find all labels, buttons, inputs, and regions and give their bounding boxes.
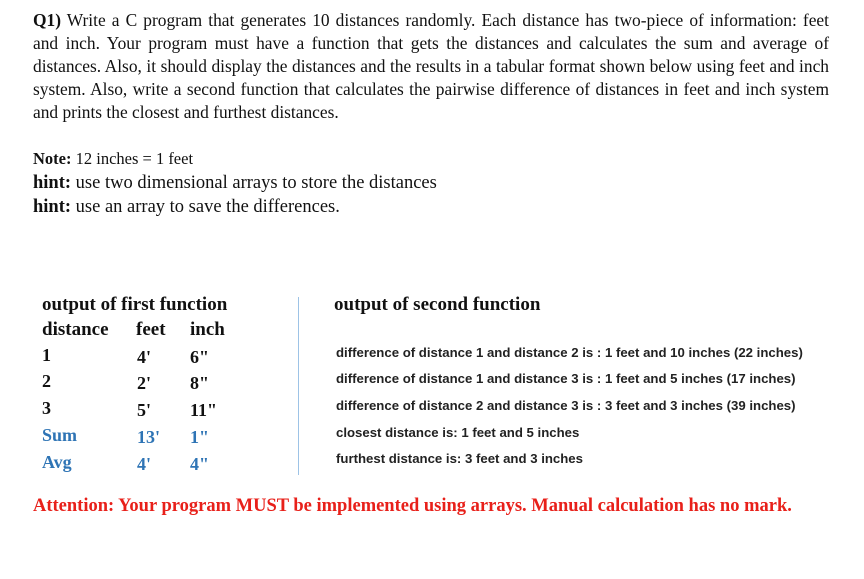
question-text: Write a C program that generates 10 distances randomly. Each distance has two-piece of information: feet and inch. Your program must have a function that gets the distances and calculates the sum and average of distances. Also, it should display the distances and the results in a tabular format shown below using feet and inch system. Also, write a second function that calculates the pairwise difference of distances in feet and inch system and prints the closest and furthest distances. <box>33 10 829 122</box>
avg-feet: 4' <box>137 454 152 474</box>
hint-label: hint: <box>33 197 72 217</box>
cell-feet: 2' <box>137 373 152 393</box>
column-header-distance: distance <box>42 319 109 340</box>
closest-line: closest distance is: 1 feet and 5 inches <box>336 425 580 440</box>
first-output-title: output of first function <box>42 294 228 315</box>
sum-inch: 1" <box>190 427 209 447</box>
question-paragraph <box>33 9 829 124</box>
difference-line: difference of distance 1 and distance 3 is : 1 feet and 5 inches (17 inches) <box>336 371 796 386</box>
note-line <box>33 148 193 170</box>
column-header-feet: feet <box>136 319 166 340</box>
note-text: 12 inches = 1 feet <box>75 149 194 168</box>
note-label: Note: <box>33 149 72 168</box>
cell-feet: 4' <box>137 347 152 367</box>
hint-label: hint: <box>33 173 72 193</box>
question-label: Q1) <box>33 10 62 30</box>
attention-notice: Attention: Your program MUST be implemented using arrays. Manual calculation has no mark. <box>33 496 792 516</box>
hint-text: use an array to save the differences. <box>75 197 340 217</box>
sum-feet: 13' <box>137 427 161 447</box>
row-label: 3 <box>42 398 51 418</box>
difference-line: difference of distance 2 and distance 3 is : 3 feet and 3 inches (39 inches) <box>336 398 796 413</box>
difference-line: difference of distance 1 and distance 2 is : 1 feet and 10 inches (22 inches) <box>336 345 803 360</box>
sum-label: Sum <box>42 425 78 445</box>
column-header-inch: inch <box>190 319 225 340</box>
avg-label: Avg <box>42 452 72 472</box>
row-label: 1 <box>42 345 51 365</box>
cell-feet: 5' <box>137 400 152 420</box>
hint-line <box>33 172 437 195</box>
cell-inch: 6" <box>190 347 209 367</box>
cell-inch: 11" <box>190 400 217 420</box>
row-label: 2 <box>42 371 51 391</box>
cell-inch: 8" <box>190 373 209 393</box>
furthest-line: furthest distance is: 3 feet and 3 inches <box>336 451 583 466</box>
hint-text: use two dimensional arrays to store the distances <box>75 173 437 193</box>
hint-line <box>33 196 340 219</box>
avg-inch: 4" <box>190 454 209 474</box>
column-divider <box>298 297 299 475</box>
second-output-title: output of second function <box>334 294 541 315</box>
